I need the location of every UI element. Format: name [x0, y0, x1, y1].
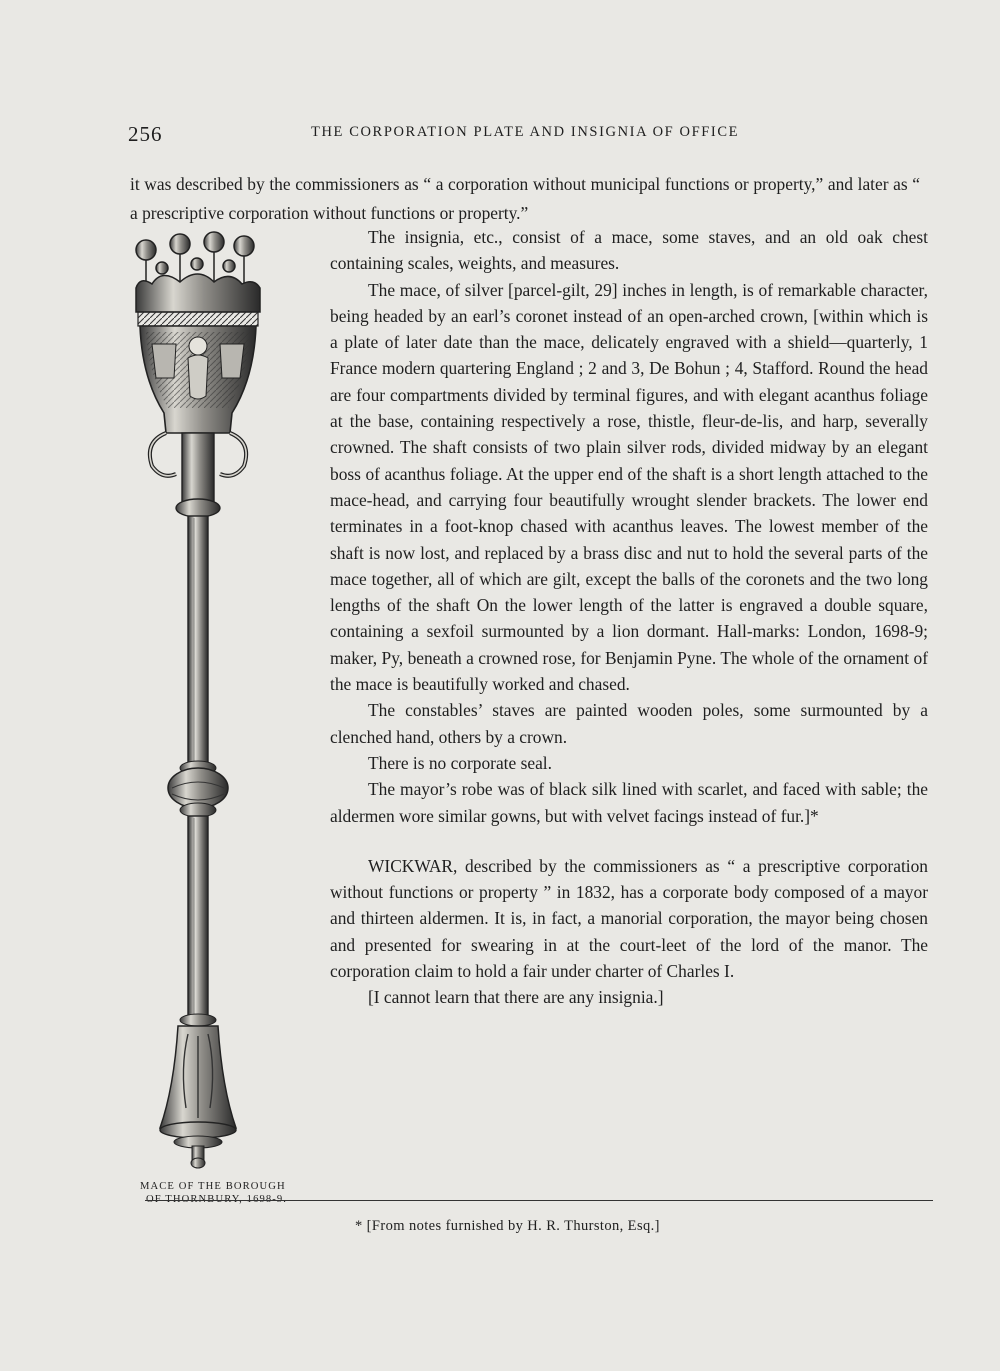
mace-illustration	[132, 228, 277, 1173]
caption-line-2: OF THORNBURY, 1698-9.	[146, 1194, 288, 1205]
mace-description-paragraph: The mace, of silver [parcel-gilt, 29] inches in length, is of remarkable character, being headed by an earl’s coronet instead of an open-arched crown, [within which is a plate of later date than the mace, delicately engraved with a shield—quarterly, 1 France modern quartering England ; 2 and 3, De Bohun ; 4, Stafford. Round the head are four compartments divided by terminal figures, and with elegant acanthus foliage at the base, containing respectively a rose, thistle, fleur-de-lis, and harp, severally crowned. The shaft consists of two plain silver rods, divided midway by an elegant boss of acanthus foliage. At the upper end of the shaft is a short length attached to the mace-head, and carrying four beautifully wrought slender brackets. The lower end terminates in a foot-knop chased with acanthus leaves. The lowest member of the shaft is now lost, and replaced by a brass disc and nut to hold the several parts of the mace together, all of which are gilt, except the balls of the coronets and the two long lengths of the shaft On the lower length of the latter is engraved a double square, containing a sexfoil surmounted by a lion dormant. Hall-marks: London, 1698-9; maker, Py, beneath a crowned rose, for Benjamin Pyne. The whole of the ornament of the mace is beautifully worked and chased.	[330, 279, 928, 695]
intro-text	[130, 170, 920, 228]
seal-paragraph: There is no corporate seal.	[368, 752, 552, 773]
staves-paragraph: The constables’ staves are painted wooden poles, some surmounted by a clenched hand, others by a crown.	[330, 700, 928, 747]
caption-line-1: MACE OF THE BOROUGH	[140, 1181, 286, 1192]
wickwar-paragraph: WICKWAR, described by the commissioners as “ a prescriptive corporation without functions or property ” in 1832, has a corporate body composed of a mayor and thirteen aldermen. It is, in fact, a manorial corporation, the mayor being chosen and presented for swearing in at the court-leet of the lord of the manor. The corporation claim to hold a fair under charter of Charles I.	[330, 855, 928, 982]
body-text	[330, 224, 928, 1011]
section-gap	[330, 829, 928, 853]
footnote-rule	[145, 1200, 933, 1201]
figure-caption	[140, 1180, 287, 1206]
wickwar-insignia-note: [I cannot learn that there are any insignia.]	[368, 987, 664, 1008]
insignia-paragraph: The insignia, etc., consist of a mace, some staves, and an old oak chest containing scales, weights, and measures.	[330, 227, 928, 274]
footnote: * [From notes furnished by H. R. Thurston, Esq.]	[355, 1218, 660, 1234]
page-header	[128, 120, 928, 150]
page-number: 256	[128, 122, 163, 146]
running-title: THE CORPORATION PLATE AND INSIGNIA OF OFFICE	[311, 124, 740, 140]
robe-paragraph: The mayor’s robe was of black silk lined with scarlet, and faced with sable; the aldermen wore similar gowns, but with velvet facings instead of fur.]*	[330, 779, 928, 826]
intro-paragraph: it was described by the commissioners as “ a corporation without municipal functions or property,” and later as “ a prescriptive corporation without functions or property.”	[130, 174, 920, 223]
